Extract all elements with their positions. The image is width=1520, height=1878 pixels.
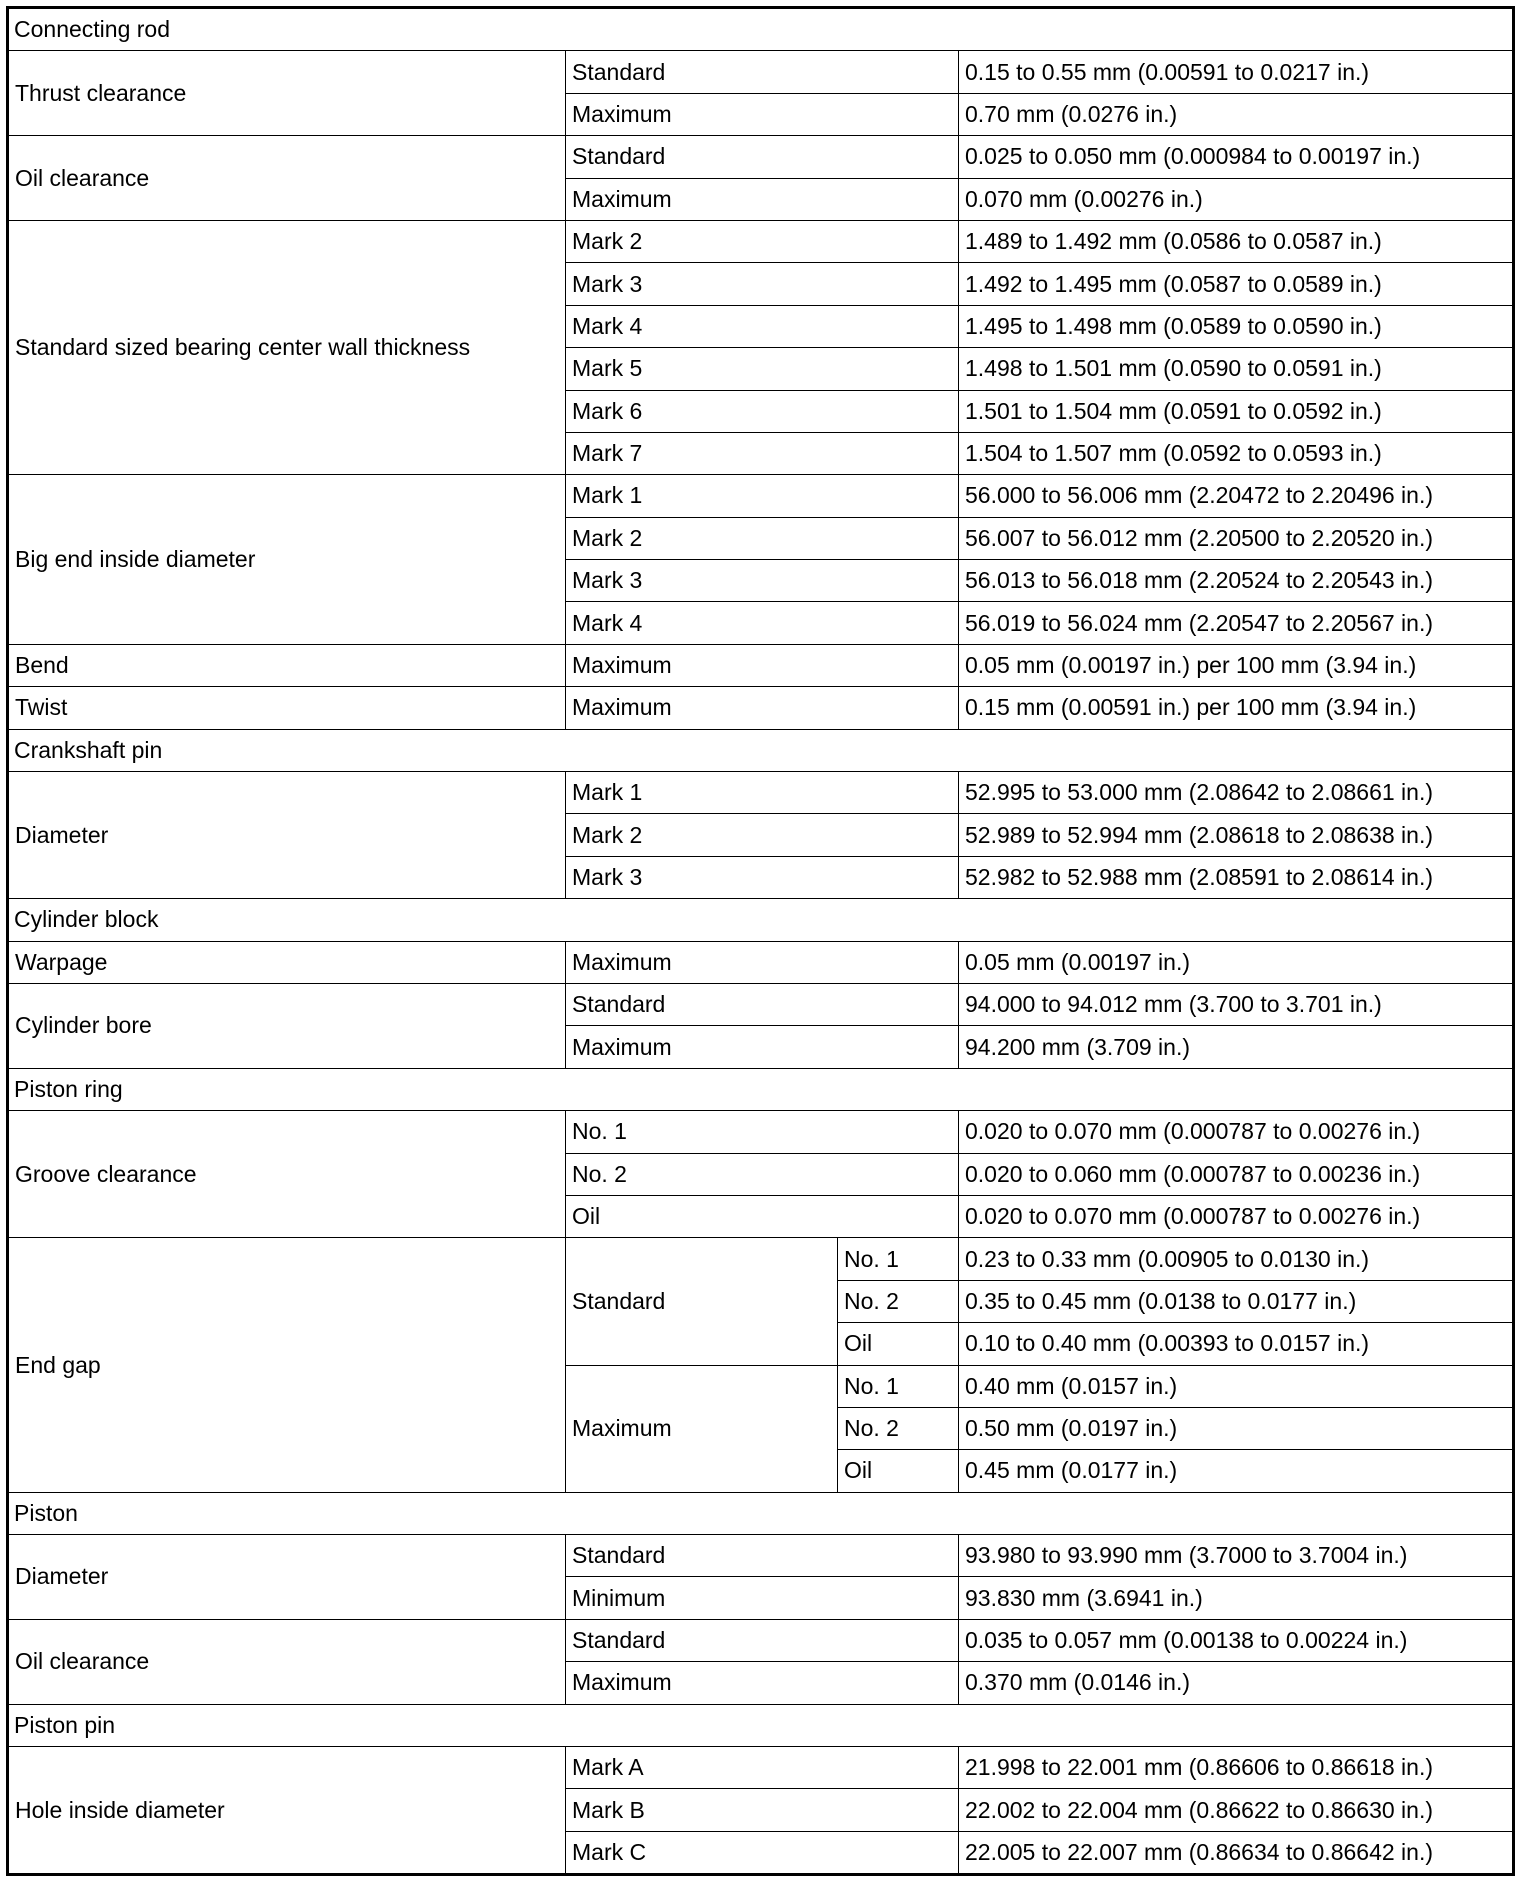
- value-cell: 1.492 to 1.495 mm (0.0587 to 0.0589 in.): [959, 263, 1514, 305]
- value-cell: 22.002 to 22.004 mm (0.86622 to 0.86630 in.): [959, 1789, 1514, 1831]
- ring-cell: Oil: [838, 1450, 959, 1492]
- item-label: Oil clearance: [8, 1619, 566, 1704]
- section-title: Cylinder block: [8, 899, 1514, 941]
- condition-cell: Mark 3: [566, 560, 959, 602]
- value-cell: 94.200 mm (3.709 in.): [959, 1026, 1514, 1068]
- value-cell: 0.10 to 0.40 mm (0.00393 to 0.0157 in.): [959, 1323, 1514, 1365]
- value-cell: 0.020 to 0.070 mm (0.000787 to 0.00276 in.): [959, 1111, 1514, 1153]
- table-row: [8, 1747, 1514, 1789]
- item-label: Cylinder bore: [8, 983, 566, 1068]
- condition-cell: Mark C: [566, 1831, 959, 1874]
- item-label: Hole inside diameter: [8, 1747, 566, 1875]
- section-header-row: [8, 899, 1514, 941]
- specification-table: [6, 6, 1515, 1876]
- value-cell: 0.45 mm (0.0177 in.): [959, 1450, 1514, 1492]
- condition-cell: Mark 4: [566, 602, 959, 644]
- item-label: End gap: [8, 1238, 566, 1492]
- condition-cell: Mark 1: [566, 475, 959, 517]
- table-row: [8, 1535, 1514, 1577]
- ring-cell: No. 2: [838, 1280, 959, 1322]
- section-header-row: [8, 729, 1514, 771]
- section-header-row: [8, 1068, 1514, 1110]
- value-cell: 56.013 to 56.018 mm (2.20524 to 2.20543 in.): [959, 560, 1514, 602]
- condition-cell: Mark 5: [566, 348, 959, 390]
- condition-cell: Mark 6: [566, 390, 959, 432]
- condition-cell: Standard: [566, 983, 959, 1025]
- condition-cell: Mark 7: [566, 432, 959, 474]
- table-row: [8, 51, 1514, 93]
- ring-cell: No. 1: [838, 1365, 959, 1407]
- section-header-row: [8, 1492, 1514, 1534]
- value-cell: 0.05 mm (0.00197 in.): [959, 941, 1514, 983]
- section-header-row: [8, 1704, 1514, 1746]
- value-cell: 0.020 to 0.060 mm (0.000787 to 0.00236 in.): [959, 1153, 1514, 1195]
- table-row: [8, 644, 1514, 686]
- item-label: Standard sized bearing center wall thickness: [8, 220, 566, 474]
- table-row: [8, 1111, 1514, 1153]
- condition-cell: No. 2: [566, 1153, 959, 1195]
- table-row: [8, 475, 1514, 517]
- value-cell: 0.35 to 0.45 mm (0.0138 to 0.0177 in.): [959, 1280, 1514, 1322]
- condition-cell: Mark B: [566, 1789, 959, 1831]
- value-cell: 0.020 to 0.070 mm (0.000787 to 0.00276 in.): [959, 1195, 1514, 1237]
- condition-cell: Maximum: [566, 1662, 959, 1704]
- value-cell: 1.498 to 1.501 mm (0.0590 to 0.0591 in.): [959, 348, 1514, 390]
- value-cell: 0.50 mm (0.0197 in.): [959, 1407, 1514, 1449]
- condition-cell: Mark 2: [566, 814, 959, 856]
- condition-cell: Standard: [566, 136, 959, 178]
- value-cell: 1.489 to 1.492 mm (0.0586 to 0.0587 in.): [959, 220, 1514, 262]
- value-cell: 1.495 to 1.498 mm (0.0589 to 0.0590 in.): [959, 305, 1514, 347]
- condition-cell: Maximum: [566, 1026, 959, 1068]
- condition-cell: Maximum: [566, 1365, 838, 1492]
- ring-cell: No. 2: [838, 1407, 959, 1449]
- table-row: [8, 687, 1514, 729]
- section-title: Piston ring: [8, 1068, 1514, 1110]
- table-row: [8, 136, 1514, 178]
- condition-cell: Mark 2: [566, 517, 959, 559]
- section-header-row: [8, 8, 1514, 51]
- table-row: [8, 941, 1514, 983]
- item-label: Oil clearance: [8, 136, 566, 221]
- value-cell: 1.501 to 1.504 mm (0.0591 to 0.0592 in.): [959, 390, 1514, 432]
- condition-cell: Maximum: [566, 178, 959, 220]
- value-cell: 0.70 mm (0.0276 in.): [959, 93, 1514, 135]
- value-cell: 94.000 to 94.012 mm (3.700 to 3.701 in.): [959, 983, 1514, 1025]
- table-row: [8, 1238, 1514, 1280]
- item-label: Thrust clearance: [8, 51, 566, 136]
- item-label: Diameter: [8, 1535, 566, 1620]
- condition-cell: Maximum: [566, 687, 959, 729]
- condition-cell: No. 1: [566, 1111, 959, 1153]
- condition-cell: Standard: [566, 1535, 959, 1577]
- value-cell: 0.05 mm (0.00197 in.) per 100 mm (3.94 in.): [959, 644, 1514, 686]
- section-title: Connecting rod: [8, 8, 1514, 51]
- condition-cell: Minimum: [566, 1577, 959, 1619]
- section-title: Piston pin: [8, 1704, 1514, 1746]
- table-row: [8, 220, 1514, 262]
- condition-cell: Mark 1: [566, 772, 959, 814]
- condition-cell: Mark 2: [566, 220, 959, 262]
- specification-table-body: [8, 8, 1514, 1875]
- condition-cell: Maximum: [566, 644, 959, 686]
- table-row: [8, 1619, 1514, 1661]
- table-row: [8, 772, 1514, 814]
- value-cell: 0.23 to 0.33 mm (0.00905 to 0.0130 in.): [959, 1238, 1514, 1280]
- condition-cell: Standard: [566, 51, 959, 93]
- item-label: Twist: [8, 687, 566, 729]
- value-cell: 52.995 to 53.000 mm (2.08642 to 2.08661 in.): [959, 772, 1514, 814]
- condition-cell: Mark 4: [566, 305, 959, 347]
- condition-cell: Maximum: [566, 93, 959, 135]
- item-label: Diameter: [8, 772, 566, 899]
- condition-cell: Maximum: [566, 941, 959, 983]
- value-cell: 21.998 to 22.001 mm (0.86606 to 0.86618 in.): [959, 1747, 1514, 1789]
- section-title: Piston: [8, 1492, 1514, 1534]
- ring-cell: No. 1: [838, 1238, 959, 1280]
- value-cell: 0.370 mm (0.0146 in.): [959, 1662, 1514, 1704]
- value-cell: 52.982 to 52.988 mm (2.08591 to 2.08614 in.): [959, 856, 1514, 898]
- value-cell: 56.007 to 56.012 mm (2.20500 to 2.20520 in.): [959, 517, 1514, 559]
- value-cell: 1.504 to 1.507 mm (0.0592 to 0.0593 in.): [959, 432, 1514, 474]
- section-title: Crankshaft pin: [8, 729, 1514, 771]
- value-cell: 93.830 mm (3.6941 in.): [959, 1577, 1514, 1619]
- value-cell: 22.005 to 22.007 mm (0.86634 to 0.86642 in.): [959, 1831, 1514, 1874]
- value-cell: 0.40 mm (0.0157 in.): [959, 1365, 1514, 1407]
- value-cell: 0.070 mm (0.00276 in.): [959, 178, 1514, 220]
- item-label: Groove clearance: [8, 1111, 566, 1238]
- value-cell: 0.15 mm (0.00591 in.) per 100 mm (3.94 in.): [959, 687, 1514, 729]
- condition-cell: Mark 3: [566, 856, 959, 898]
- value-cell: 52.989 to 52.994 mm (2.08618 to 2.08638 in.): [959, 814, 1514, 856]
- value-cell: 0.025 to 0.050 mm (0.000984 to 0.00197 in.): [959, 136, 1514, 178]
- condition-cell: Standard: [566, 1238, 838, 1365]
- item-label: Warpage: [8, 941, 566, 983]
- value-cell: 56.019 to 56.024 mm (2.20547 to 2.20567 in.): [959, 602, 1514, 644]
- condition-cell: Mark A: [566, 1747, 959, 1789]
- condition-cell: Mark 3: [566, 263, 959, 305]
- item-label: Bend: [8, 644, 566, 686]
- value-cell: 0.035 to 0.057 mm (0.00138 to 0.00224 in.): [959, 1619, 1514, 1661]
- condition-cell: Standard: [566, 1619, 959, 1661]
- item-label: Big end inside diameter: [8, 475, 566, 645]
- table-row: [8, 983, 1514, 1025]
- value-cell: 0.15 to 0.55 mm (0.00591 to 0.0217 in.): [959, 51, 1514, 93]
- condition-cell: Oil: [566, 1195, 959, 1237]
- value-cell: 56.000 to 56.006 mm (2.20472 to 2.20496 in.): [959, 475, 1514, 517]
- value-cell: 93.980 to 93.990 mm (3.7000 to 3.7004 in.): [959, 1535, 1514, 1577]
- ring-cell: Oil: [838, 1323, 959, 1365]
